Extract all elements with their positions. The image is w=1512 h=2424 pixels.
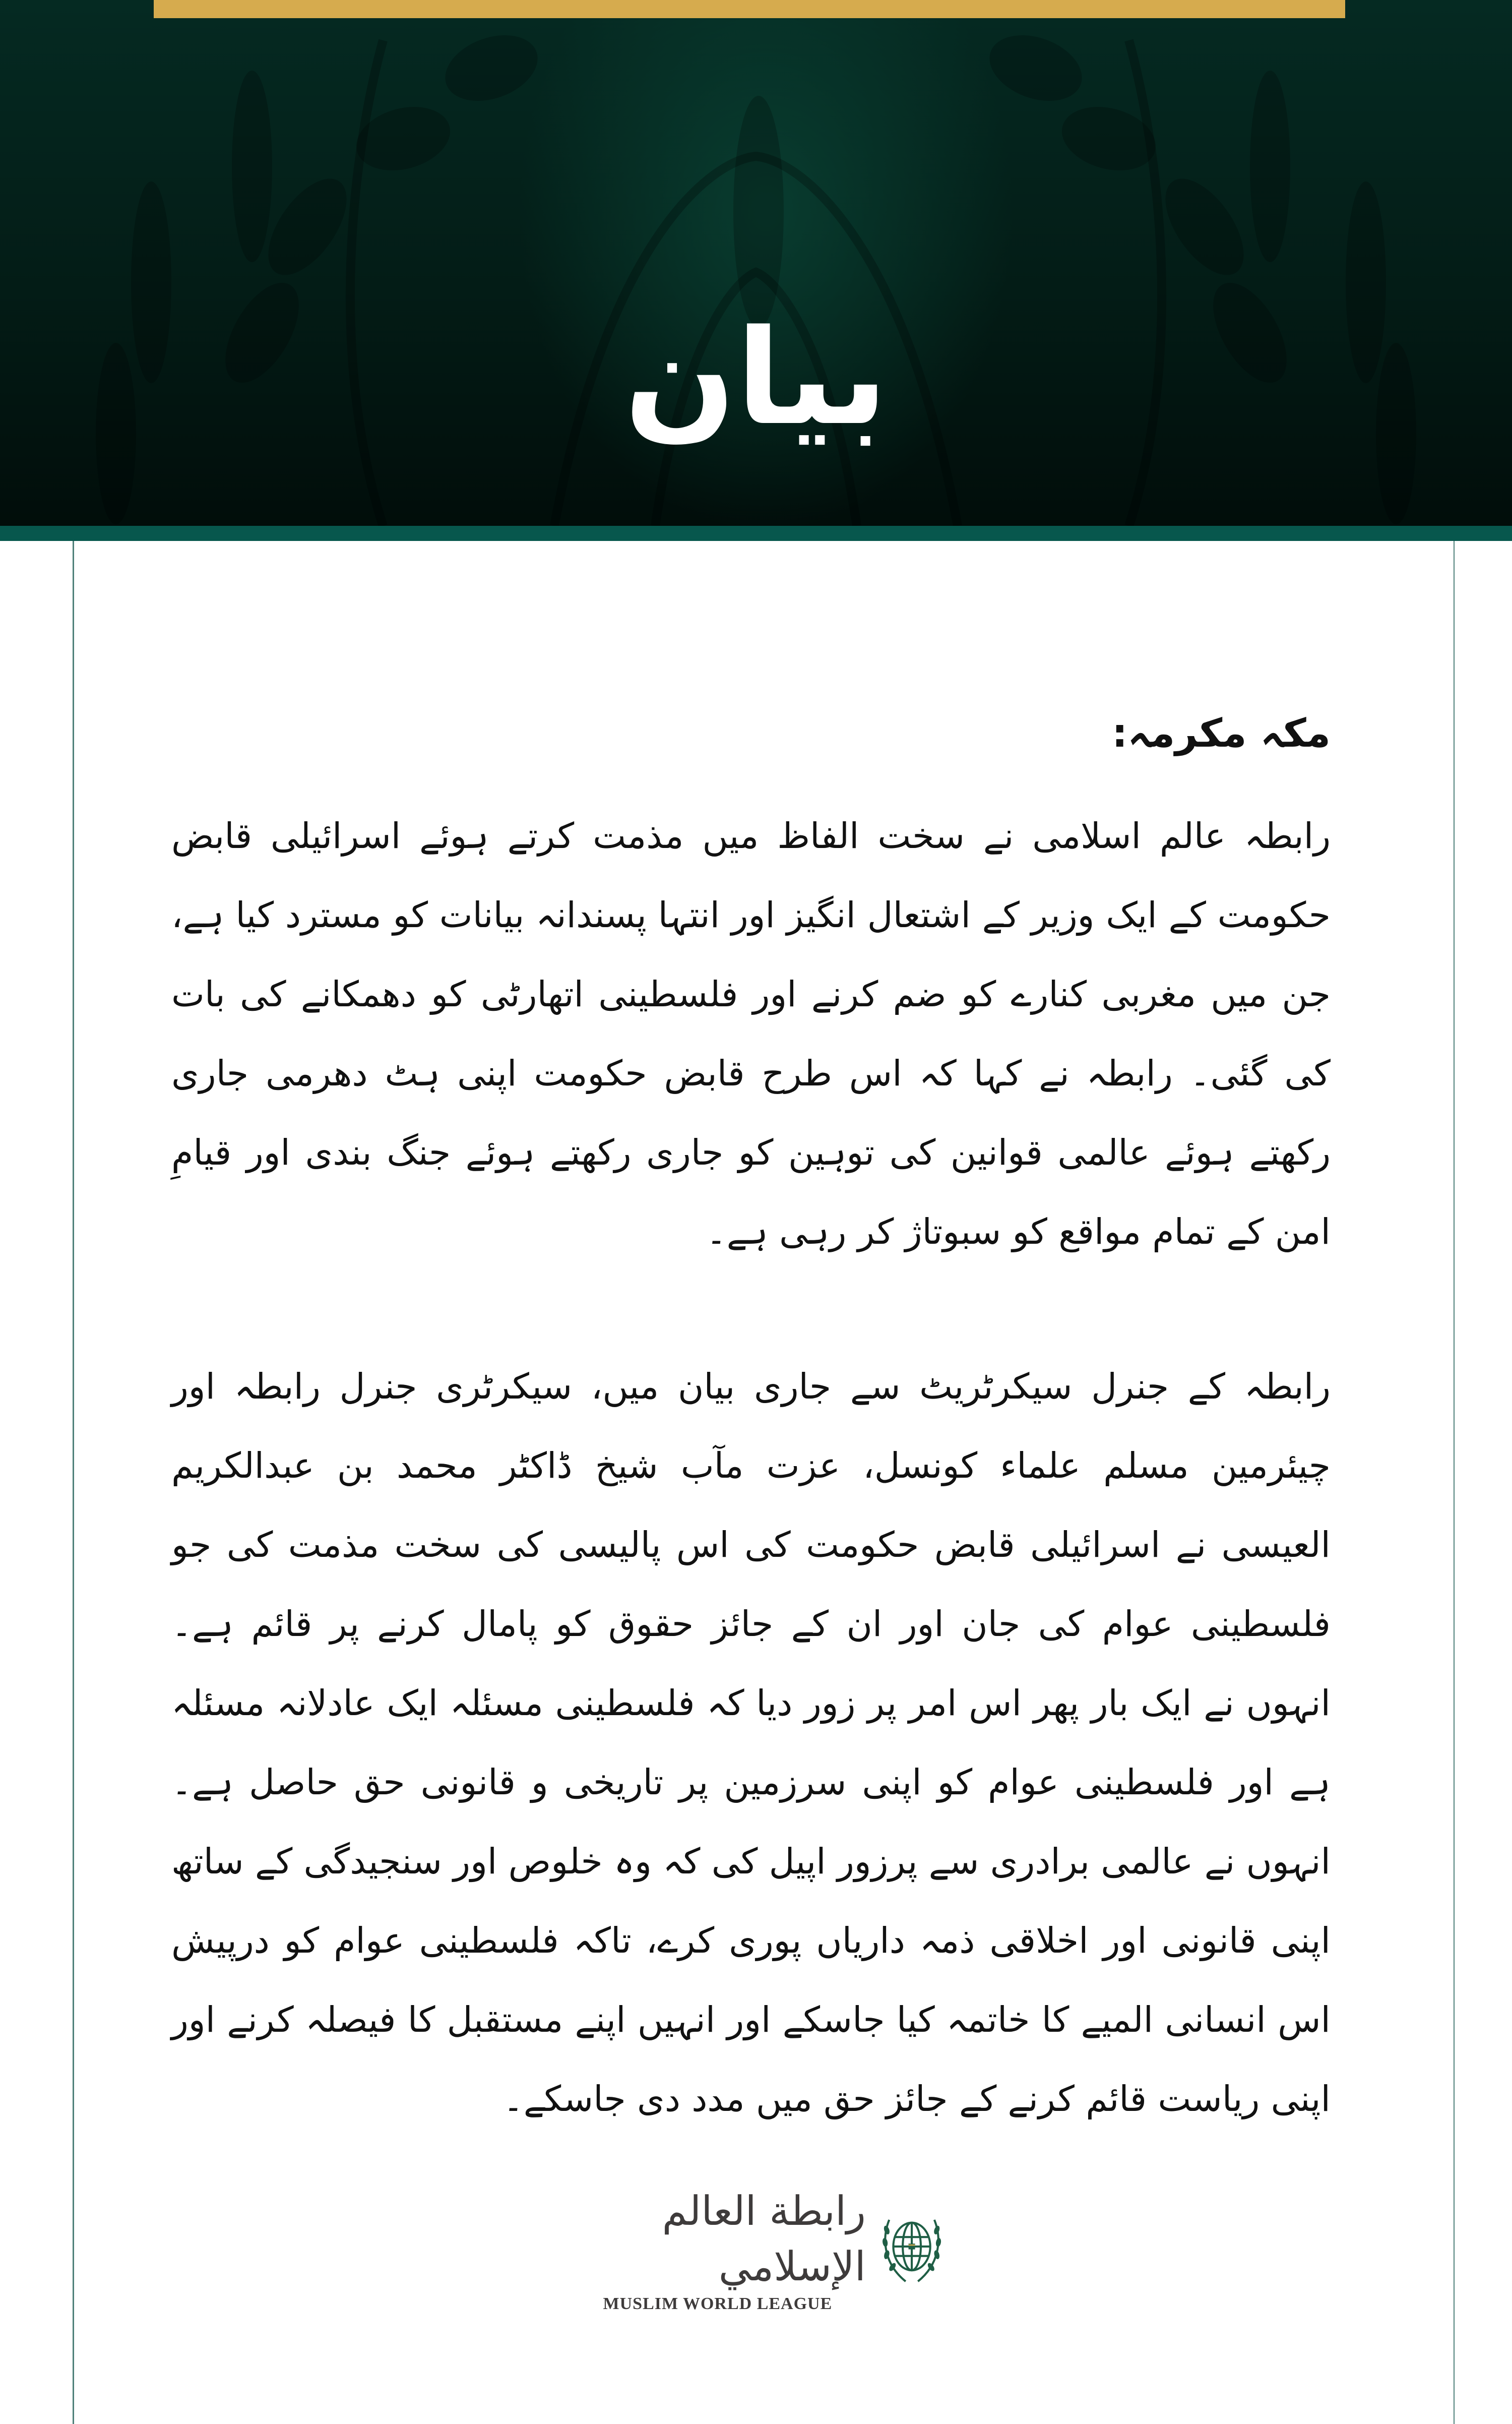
logo-english-text: MUSLIM WORLD LEAGUE — [603, 2294, 833, 2313]
dateline: مکہ مکرمہ: — [1112, 711, 1331, 756]
paragraph-1: رابطہ عالم اسلامی نے سخت الفاظ میں مذمت کرتے ہوئے اسرائیلی قابض حکومت کے ایک وزیر کے اشتعال انگیز اور انتہا پسندانہ بیانات کو مسترد کیا ہے، جن میں مغربی کنارے کو ضم کرنے اور فلسطینی اتھارٹی کو دھمکانے کی بات کی گئی۔ رابطہ نے کہا کہ اس طرح قابض حکومت اپنی ہٹ دھرمی جاری رکھتے ہوئے عالمی قوانین کی توہین کو جاری رکھتے ہوئے جنگ بندی اور قیامِ امن کے تمام مواقع کو سبوتاژ کر رہی ہے۔ — [171, 815, 1331, 1252]
globe-wreath-icon — [881, 2203, 942, 2294]
left-frame-line — [73, 541, 74, 2424]
logo-arabic-text: رابطة العالم الإسلامي — [662, 2188, 866, 2290]
header-banner — [0, 0, 1512, 526]
page-title: بیان — [624, 302, 888, 454]
paragraph-2: رابطہ کے جنرل سیکرٹریٹ سے جاری بیان میں، سیکرٹری جنرل رابطہ اور چیئرمین مسلم علماء کونسل، عزت مآب شیخ ڈاکٹر محمد بن عبدالکریم العیسی نے اسرائیلی قابض حکومت کی اس پالیسی کی سخت مذمت کی جو فلسطینی عوام کی جان اور ان کے جائز حقوق کو پامال کرنے پر قائم ہے۔ انہوں نے ایک بار پھر اس امر پر زور دیا کہ فلسطینی مسئلہ ایک عادلانہ مسئلہ ہے اور فلسطینی عوام کو اپنی سرزمین پر تاریخی و قانونی حق حاصل ہے۔ انہوں نے عالمی برادری سے پرزور اپیل کی کہ وہ خلوص اور سنجیدگی کے ساتھ اپنی قانونی اور اخلاقی ذمہ داریاں پوری کرے، تاکہ فلسطینی عوام کو درپیش اس انسانی المیے کا خاتمہ کیا جاسکے اور انہیں اپنے مستقبل کا فیصلہ کرنے اور اپنی ریاست قائم کرنے کے جائز حق میں مدد دی جاسکے۔ — [171, 1366, 1331, 2119]
logo-text-block — [570, 2184, 866, 2314]
right-frame-line — [1454, 541, 1455, 2424]
statement-body — [171, 706, 1331, 2139]
muslim-world-league-logo — [570, 2188, 942, 2313]
gold-top-bar — [154, 0, 1345, 18]
teal-divider-band — [0, 526, 1512, 541]
